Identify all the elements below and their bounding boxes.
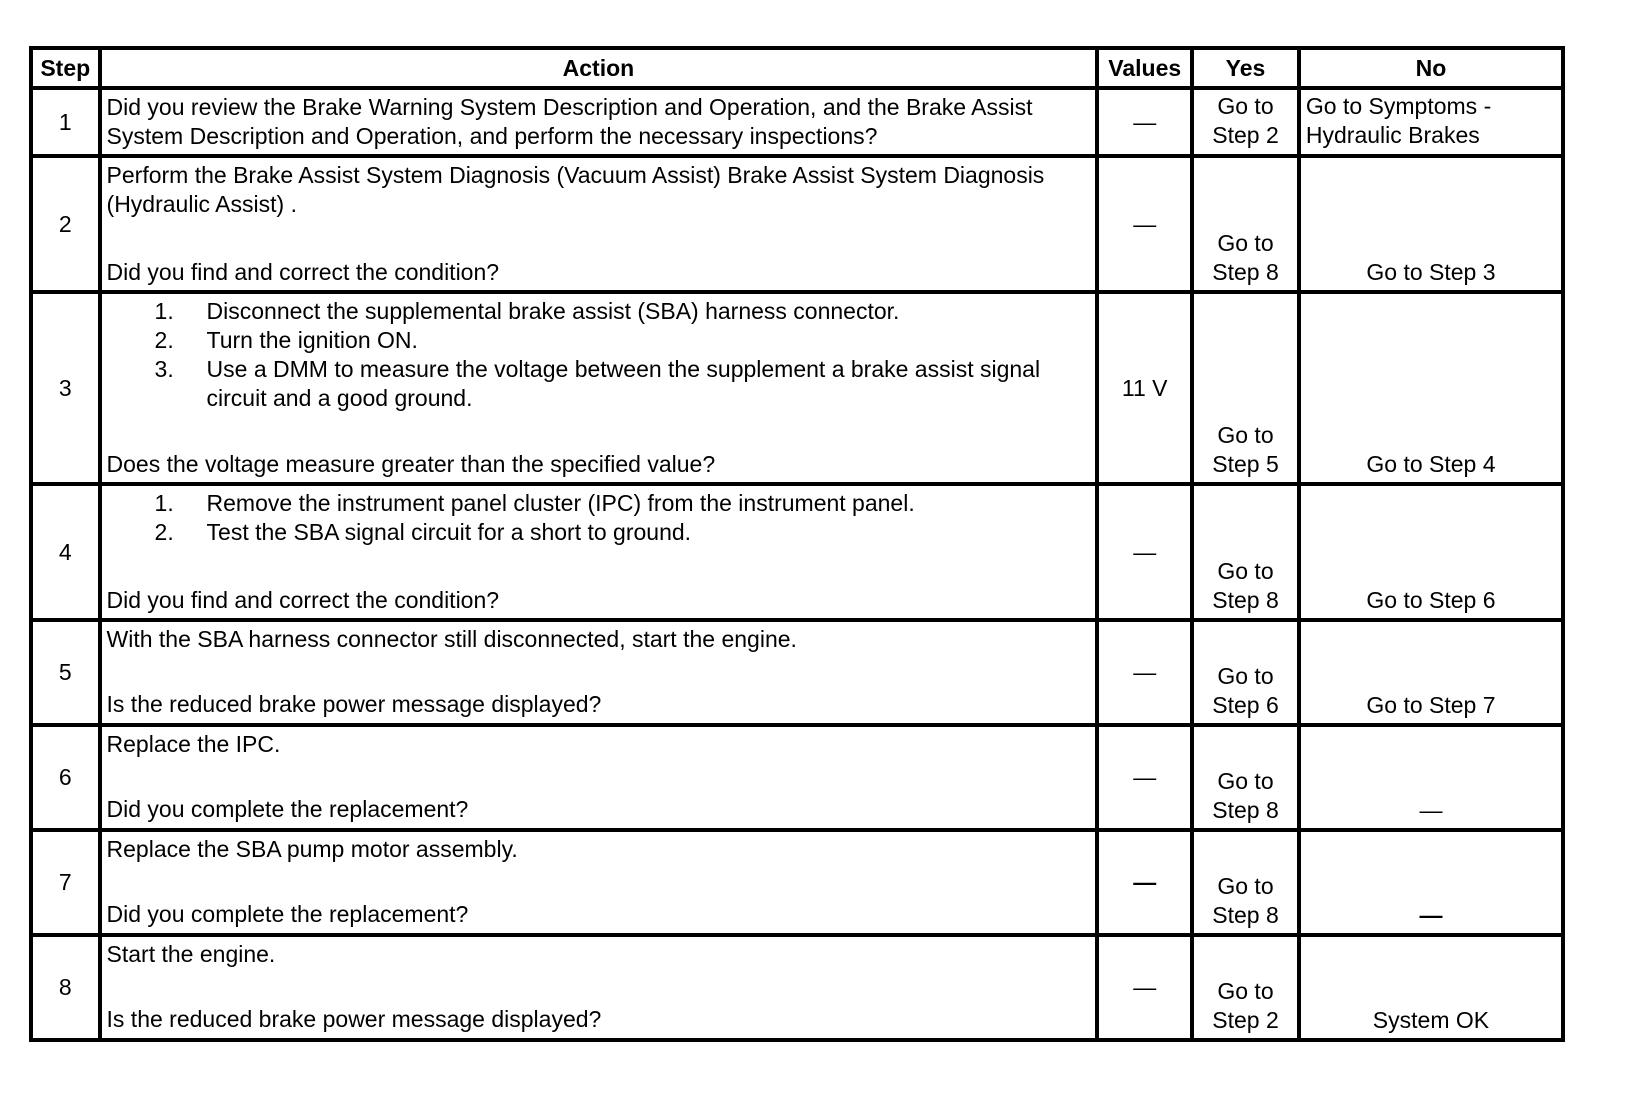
header-action: Action	[100, 48, 1098, 88]
table-row	[31, 620, 1563, 725]
action-cell	[100, 935, 1098, 1040]
step-number: 8	[31, 935, 100, 1040]
yes-cell: Go to Step 6	[1192, 620, 1299, 725]
list-item-number: 1.	[154, 490, 174, 516]
table-row	[31, 830, 1563, 935]
yes-cell: Go to Step 8	[1192, 156, 1299, 292]
header-step: Step	[31, 48, 100, 88]
no-cell: Go to Step 4	[1299, 292, 1563, 484]
no-cell: Go to Step 6	[1299, 484, 1563, 620]
no-cell: System OK	[1299, 935, 1563, 1040]
action-text: Did you review the Brake Warning System Description and Operation, and the Brake Assist System Description and Operation, and perform the necessary inspections?	[100, 88, 1098, 156]
diagnostic-table	[29, 46, 1565, 1042]
table-row	[31, 725, 1563, 830]
yes-cell: Go to Step 8	[1192, 725, 1299, 830]
header-no: No	[1299, 48, 1563, 88]
table-row	[31, 88, 1563, 156]
action-cell	[100, 620, 1098, 725]
action-question: Is the reduced brake power message displayed?	[106, 1006, 602, 1032]
action-question: Did you find and correct the condition?	[106, 587, 500, 613]
values-cell: 11 V	[1097, 292, 1192, 484]
action-cell	[100, 484, 1098, 620]
list-item-text: Test the SBA signal circuit for a short to ground.	[206, 519, 692, 545]
list-item-number: 3.	[154, 356, 174, 382]
action-text: Replace the SBA pump motor assembly.	[106, 836, 518, 862]
list-item-text: Remove the instrument panel cluster (IPC) from the instrument panel.	[206, 490, 915, 516]
no-cell: Go to Step 3	[1299, 156, 1563, 292]
values-cell: —	[1097, 88, 1192, 156]
list-item	[154, 326, 1091, 355]
values-cell: —	[1097, 620, 1192, 725]
instruction-list	[107, 489, 1091, 547]
list-item-text: Disconnect the supplemental brake assist (SBA) harness connector.	[206, 298, 900, 324]
action-question: Did you complete the replacement?	[106, 796, 469, 822]
step-number: 4	[31, 484, 100, 620]
action-question: Is the reduced brake power message displayed?	[106, 691, 602, 717]
list-item-text: Turn the ignition ON.	[206, 327, 418, 353]
values-cell: —	[1097, 935, 1192, 1040]
step-number: 3	[31, 292, 100, 484]
header-values: Values	[1097, 48, 1192, 88]
action-text: Perform the Brake Assist System Diagnosis (Vacuum Assist) Brake Assist System Diagnosis (Hydraulic Assist) .	[106, 162, 1045, 217]
list-item-text: Use a DMM to measure the voltage between the supplement a brake assist signal circuit and a good ground.	[206, 356, 1041, 411]
list-item	[154, 297, 1091, 326]
list-item-number: 1.	[154, 298, 174, 324]
action-cell	[100, 156, 1098, 292]
step-number: 7	[31, 830, 100, 935]
values-cell: —	[1097, 725, 1192, 830]
list-item	[154, 489, 1091, 518]
yes-cell: Go to Step 5	[1192, 292, 1299, 484]
step-number: 2	[31, 156, 100, 292]
list-item-number: 2.	[154, 519, 174, 545]
header-row	[31, 48, 1563, 88]
no-cell: Go to Step 7	[1299, 620, 1563, 725]
action-text: Start the engine.	[106, 941, 276, 967]
action-cell	[100, 830, 1098, 935]
header-yes: Yes	[1192, 48, 1299, 88]
list-item-number: 2.	[154, 327, 174, 353]
instruction-list	[107, 297, 1091, 413]
table-row	[31, 484, 1563, 620]
step-number: 6	[31, 725, 100, 830]
list-item	[154, 355, 1091, 413]
yes-cell: Go to Step 8	[1192, 484, 1299, 620]
action-text: Replace the IPC.	[106, 731, 281, 757]
list-item	[154, 518, 1091, 547]
values-cell: —	[1097, 830, 1192, 935]
step-number: 5	[31, 620, 100, 725]
yes-cell: Go to Step 2	[1192, 935, 1299, 1040]
table-row	[31, 935, 1563, 1040]
action-question: Did you find and correct the condition?	[106, 259, 500, 285]
action-cell	[100, 292, 1098, 484]
action-cell	[100, 725, 1098, 830]
action-question: Does the voltage measure greater than the specified value?	[106, 451, 716, 477]
yes-cell: Go to Step 2	[1192, 88, 1299, 156]
table-row	[31, 156, 1563, 292]
no-cell: Go to Symptoms - Hydraulic Brakes	[1299, 88, 1563, 156]
no-cell: —	[1299, 725, 1563, 830]
action-question: Did you complete the replacement?	[106, 901, 469, 927]
table-row	[31, 292, 1563, 484]
values-cell: —	[1097, 484, 1192, 620]
values-cell: —	[1097, 156, 1192, 292]
yes-cell: Go to Step 8	[1192, 830, 1299, 935]
step-number: 1	[31, 88, 100, 156]
action-text: With the SBA harness connector still disconnected, start the engine.	[106, 626, 797, 652]
no-cell: —	[1299, 830, 1563, 935]
